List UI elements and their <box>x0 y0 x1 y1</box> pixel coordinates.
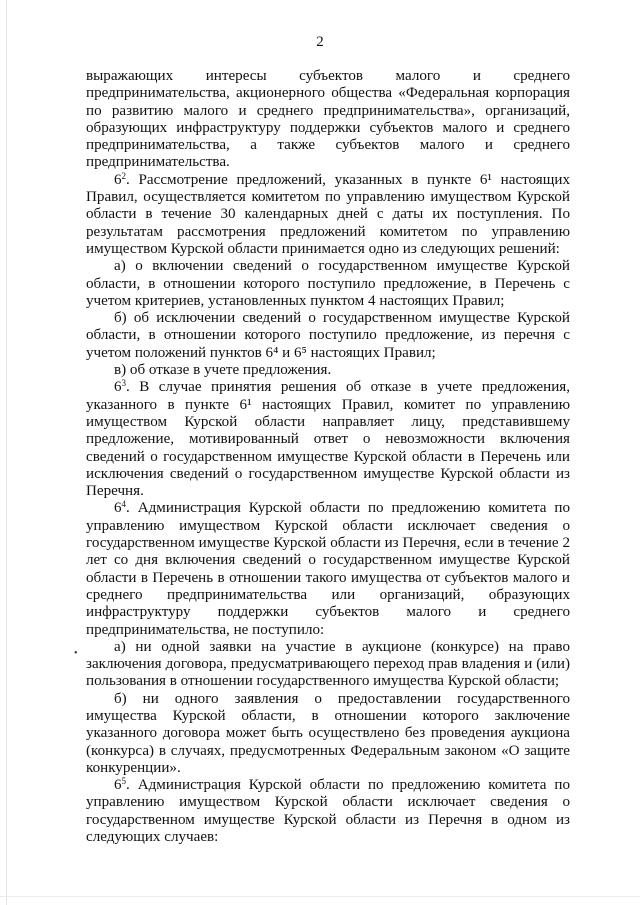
clause-number: 6 <box>114 777 122 794</box>
document-body <box>86 68 570 846</box>
paragraph-text: выражающих интересы субъектов малого и среднего предпринимательства, акционерного общества «Федеральная корпорация по развитию малого и среднего предпринимательства», организаций, образующих инфраструктуру поддержки субъектов малого и среднего предпринимательства, а также субъектов малого и среднего предпринимательства. <box>86 68 570 171</box>
paragraph-text: . Рассмотрение предложений, указанных в пункте 6¹ настоящих Правил, осуществляется комитетом по управлению имуществом Курской области в течение 30 календарных дней с даты их поступления. По результатам рассмотрения предложений комитетом по управлению имуществом Курской области принимается одно из следующих решений: <box>86 171 570 257</box>
paragraph-6-4 <box>86 500 570 638</box>
clause-superscript: 4 <box>121 499 127 510</box>
margin-mark: • <box>74 648 78 659</box>
paragraph-continuation <box>86 68 570 172</box>
clause-number: 6 <box>114 500 122 517</box>
paragraph-text: а) о включении сведений о государственном имуществе Курской области, в отношении которого поступило предложение, в Перечень с учетом критериев, установленных пунктом 4 настоящих Правил; <box>86 258 570 309</box>
paragraph-6-2 <box>86 172 570 258</box>
scan-edge-line <box>6 0 7 905</box>
scan-edge-bottom-line <box>0 896 640 897</box>
list-item-a <box>86 258 570 310</box>
list-item-b <box>86 691 570 777</box>
paragraph-text: . Администрация Курской области по предложению комитета по управлению имуществом Курской области исключает сведения о государственном имуществе Курской области из Перечня, если в течение 2 лет со дня включения сведений о государственном имуществе Курской области в Перечень в отношении такого имущества от субъектов малого и среднего предпринимательства или организаций, образующих инфраструктуру поддержки субъектов малого и среднего предпринимательства, не поступило: <box>86 500 570 638</box>
list-item-v <box>86 362 570 379</box>
paragraph-text: в) об отказе в учете предложения. <box>114 362 332 379</box>
clause-number: 6 <box>114 171 122 188</box>
paragraph-6-5 <box>86 777 570 846</box>
clause-superscript: 3 <box>121 378 127 389</box>
clause-superscript: 2 <box>121 170 127 181</box>
paragraph-text: а) ни одной заявки на участие в аукционе (конкурсе) на право заключения договора, предусматривающего переход прав владения и (или) пользования в отношении государственного имущества Курской области; <box>86 638 570 690</box>
clause-number: 6 <box>114 379 122 396</box>
paragraph-text: . В случае принятия решения об отказе в учете предложения, указанного в пункте 6¹ настоящих Правил, комитет по управлению имуществом Курской области направляет лицу, представившему предложение, мотивированный ответ о невозможности включения сведений о государственном имуществе Курской области в Перечень или исключения сведений о государственном имуществе Курской области из Перечня. <box>86 379 570 500</box>
paragraph-text: б) ни одного заявления о предоставлении государственного имущества Курской области, в отношении которого заключение указанного договора может быть осуществлено без проведения аукциона (конкурса) в случаях, предусмотренных Федеральным законом «О защите конкуренции». <box>86 690 570 776</box>
list-item-b <box>86 310 570 362</box>
page-number: 2 <box>316 34 324 50</box>
paragraph-text: б) об исключении сведений о государственном имуществе Курской области, в отношении которого поступило предложение, из перечня с учетом положений пунктов 6⁴ и 6⁵ настоящих Правил; <box>86 310 570 361</box>
clause-superscript: 5 <box>121 776 127 787</box>
paragraph-text: . Администрация Курской области по предложению комитета по управлению имуществом Курской области исключает сведения о государственном имуществе Курской области из Перечня в одном из следующих случаев: <box>86 777 570 846</box>
paragraph-6-3 <box>86 379 570 500</box>
list-item-a <box>86 639 570 691</box>
